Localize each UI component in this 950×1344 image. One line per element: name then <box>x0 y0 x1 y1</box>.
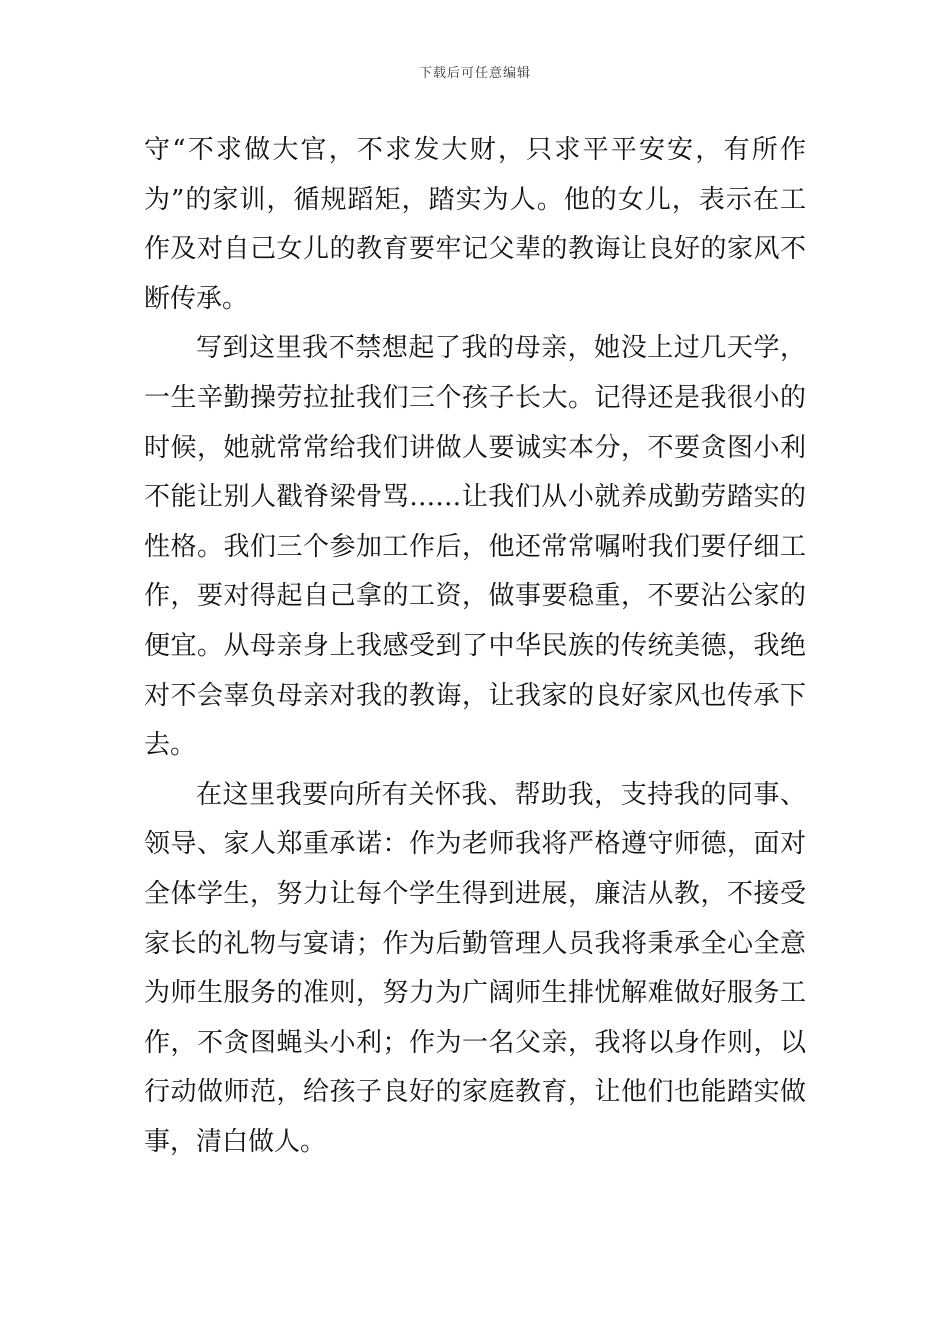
text-line: 为”的家训，循规蹈矩，踏实为人。他的女儿，表示在工 <box>144 184 806 215</box>
text-line: 守“不求做大官，不求发大财，只求平平安安，有所作 <box>144 135 806 165</box>
text-line: 行动做师范，给孩子良好的家庭教育，让他们也能踏实做 <box>144 1077 806 1108</box>
text-line: 性格。我们三个参加工作后，他还常常嘱咐我们要仔细工 <box>144 531 806 562</box>
paragraph-1 <box>144 126 806 324</box>
text-line: 时候，她就常常给我们讲做人要诚实本分，不要贪图小利 <box>144 432 806 463</box>
text-line: 断传承。 <box>144 283 249 314</box>
text-line: 在这里我要向所有关怀我、帮助我，支持我的同事、 <box>196 779 806 810</box>
text-line: 作，不贪图蝇头小利；作为一名父亲，我将以身作则，以 <box>144 1027 806 1058</box>
paragraph-3 <box>144 771 806 1168</box>
text-line: 对不会辜负母亲对我的教诲，让我家的良好家风也传承下 <box>144 680 806 711</box>
text-line: 作，要对得起自己拿的工资，做事要稳重，不要沾公家的 <box>144 581 806 612</box>
text-line: 去。 <box>144 730 197 761</box>
text-line: 不能让别人戳脊梁骨骂……让我们从小就养成勤劳踏实的 <box>144 482 806 513</box>
document-body <box>144 126 806 1167</box>
paragraph-2 <box>144 324 806 770</box>
text-line: 事，清白做人。 <box>144 1126 327 1157</box>
text-line: 便宜。从母亲身上我感受到了中华民族的传统美德，我绝 <box>144 630 806 661</box>
text-line: 一生辛勤操劳拉扯我们三个孩子长大。记得还是我很小的 <box>144 382 806 413</box>
text-line: 家长的礼物与宴请；作为后勤管理人员我将秉承全心全意 <box>144 928 806 959</box>
text-line: 领导、家人郑重承诺：作为老师我将严格遵守师德，面对 <box>144 829 806 860</box>
text-line: 全体学生，努力让每个学生得到进展，廉洁从教，不接受 <box>144 878 806 909</box>
text-line: 写到这里我不禁想起了我的母亲，她没上过几天学， <box>196 333 806 364</box>
text-line: 为师生服务的准则，努力为广阔师生排忧解难做好服务工 <box>144 978 806 1009</box>
header-note: 下载后可任意编辑 <box>418 66 531 81</box>
text-line: 作及对自己女儿的教育要牢记父辈的教诲让良好的家风不 <box>144 234 806 265</box>
